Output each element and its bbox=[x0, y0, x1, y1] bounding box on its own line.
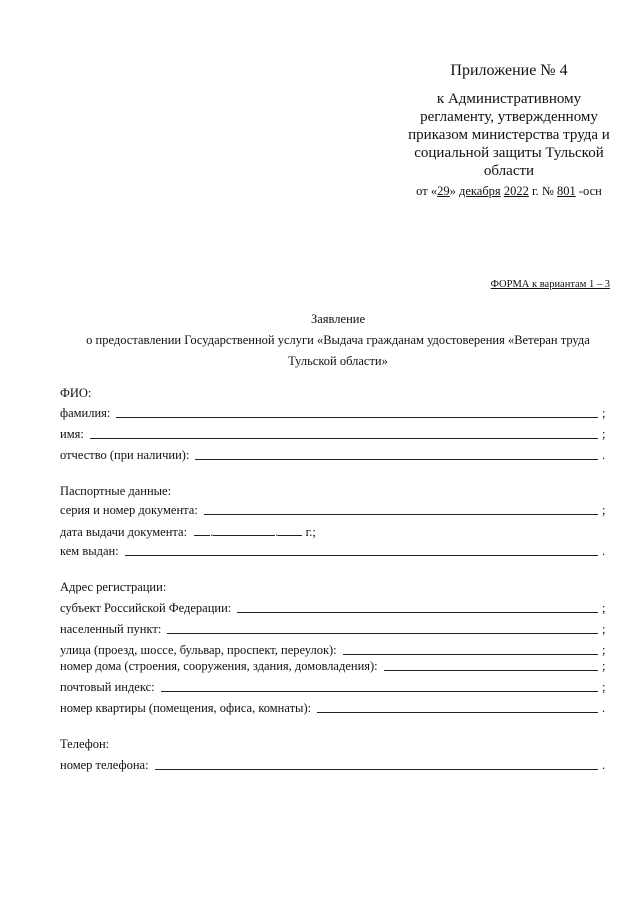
region-input-line[interactable] bbox=[237, 611, 598, 613]
field-label: фамилия: bbox=[60, 406, 111, 420]
form-reference: ФОРМА к вариантам 1 – 3 bbox=[490, 279, 610, 290]
field-end: . bbox=[602, 544, 606, 558]
date-suffix: г.; bbox=[302, 525, 316, 539]
order-sep: г. № bbox=[528, 184, 557, 198]
issue-year-input[interactable] bbox=[278, 523, 302, 536]
address-section-title: Адрес регистрации: bbox=[60, 580, 167, 594]
field-end: ; bbox=[602, 601, 606, 615]
fio-section-title: ФИО: bbox=[60, 386, 92, 400]
field-end: ; bbox=[602, 622, 606, 636]
field-label: номер дома (строения, сооружения, здания, домовладения): bbox=[60, 659, 378, 673]
house-field[interactable] bbox=[60, 656, 608, 674]
appendix-body bbox=[384, 90, 634, 180]
issue-date-field[interactable] bbox=[60, 523, 316, 540]
field-label: серия и номер документа: bbox=[60, 503, 198, 517]
patronymic-input-line[interactable] bbox=[195, 458, 598, 460]
order-prefix: от « bbox=[416, 184, 438, 198]
document-number-input-line[interactable] bbox=[204, 513, 598, 515]
date-separator: . bbox=[275, 525, 279, 539]
field-end: ; bbox=[602, 659, 606, 673]
passport-section-title: Паспортные данные: bbox=[60, 484, 172, 498]
field-end: ; bbox=[602, 503, 606, 517]
date-separator: . bbox=[210, 525, 214, 539]
appendix-header bbox=[384, 62, 634, 200]
field-label: номер телефона: bbox=[60, 758, 149, 772]
order-suffix: -осн bbox=[575, 184, 602, 198]
field-end: ; bbox=[602, 643, 606, 657]
order-sep: » bbox=[449, 184, 459, 198]
field-label: населенный пункт: bbox=[60, 622, 162, 636]
order-reference bbox=[384, 182, 634, 200]
appendix-line: социальной защиты Тульской bbox=[414, 145, 604, 161]
field-label: почтовый индекс: bbox=[60, 680, 155, 694]
name-input-line[interactable] bbox=[90, 437, 598, 439]
application-title bbox=[40, 309, 636, 372]
field-end: . bbox=[602, 758, 606, 772]
settlement-field[interactable] bbox=[60, 619, 608, 637]
document-number-field[interactable] bbox=[60, 500, 608, 518]
patronymic-field[interactable] bbox=[60, 445, 608, 463]
field-label: отчество (при наличии): bbox=[60, 448, 190, 462]
apartment-input-line[interactable] bbox=[317, 711, 598, 713]
field-end: . bbox=[602, 701, 606, 715]
field-label: кем выдан: bbox=[60, 544, 119, 558]
field-end: ; bbox=[602, 680, 606, 694]
appendix-line: регламенту, утвержденному bbox=[420, 109, 598, 125]
apartment-field[interactable] bbox=[60, 698, 608, 716]
phone-field[interactable] bbox=[60, 755, 608, 773]
settlement-input-line[interactable] bbox=[167, 632, 598, 634]
postal-code-input-line[interactable] bbox=[161, 690, 598, 692]
issued-by-field[interactable] bbox=[60, 541, 608, 559]
field-label: субъект Российской Федерации: bbox=[60, 601, 232, 615]
issue-day-input[interactable] bbox=[194, 523, 210, 536]
field-end: ; bbox=[602, 427, 606, 441]
postal-code-field[interactable] bbox=[60, 677, 608, 695]
appendix-line: к Административному bbox=[436, 91, 582, 107]
appendix-title: Приложение № 4 bbox=[450, 62, 568, 79]
name-field[interactable] bbox=[60, 424, 608, 442]
phone-section-title: Телефон: bbox=[60, 737, 110, 751]
application-subject: о предоставлении Государственной услуги «Выдача гражданам удостоверения «Ветеран труда bbox=[86, 333, 590, 347]
surname-field[interactable] bbox=[60, 403, 608, 421]
order-year: 2022 bbox=[503, 184, 529, 198]
field-label: дата выдачи документа: bbox=[60, 525, 188, 539]
order-day: 29 bbox=[437, 184, 450, 198]
surname-input-line[interactable] bbox=[116, 416, 598, 418]
field-end: . bbox=[602, 448, 606, 462]
field-label: улица (проезд, шоссе, бульвар, проспект, переулок): bbox=[60, 643, 337, 657]
application-subject-cont: Тульской области» bbox=[288, 354, 388, 368]
field-label: номер квартиры (помещения, офиса, комнаты): bbox=[60, 701, 312, 715]
issued-by-input-line[interactable] bbox=[125, 554, 598, 556]
order-month: декабря bbox=[458, 184, 501, 198]
order-number: 801 bbox=[556, 184, 576, 198]
issue-month-input[interactable] bbox=[213, 523, 275, 536]
appendix-line: области bbox=[483, 163, 535, 179]
field-label: имя: bbox=[60, 427, 84, 441]
region-field[interactable] bbox=[60, 598, 608, 616]
phone-input-line[interactable] bbox=[155, 768, 598, 770]
field-end: ; bbox=[602, 406, 606, 420]
street-input-line[interactable] bbox=[343, 653, 598, 655]
appendix-line: приказом министерства труда и bbox=[408, 127, 610, 143]
application-heading: Заявление bbox=[310, 312, 365, 326]
house-input-line[interactable] bbox=[384, 669, 598, 671]
